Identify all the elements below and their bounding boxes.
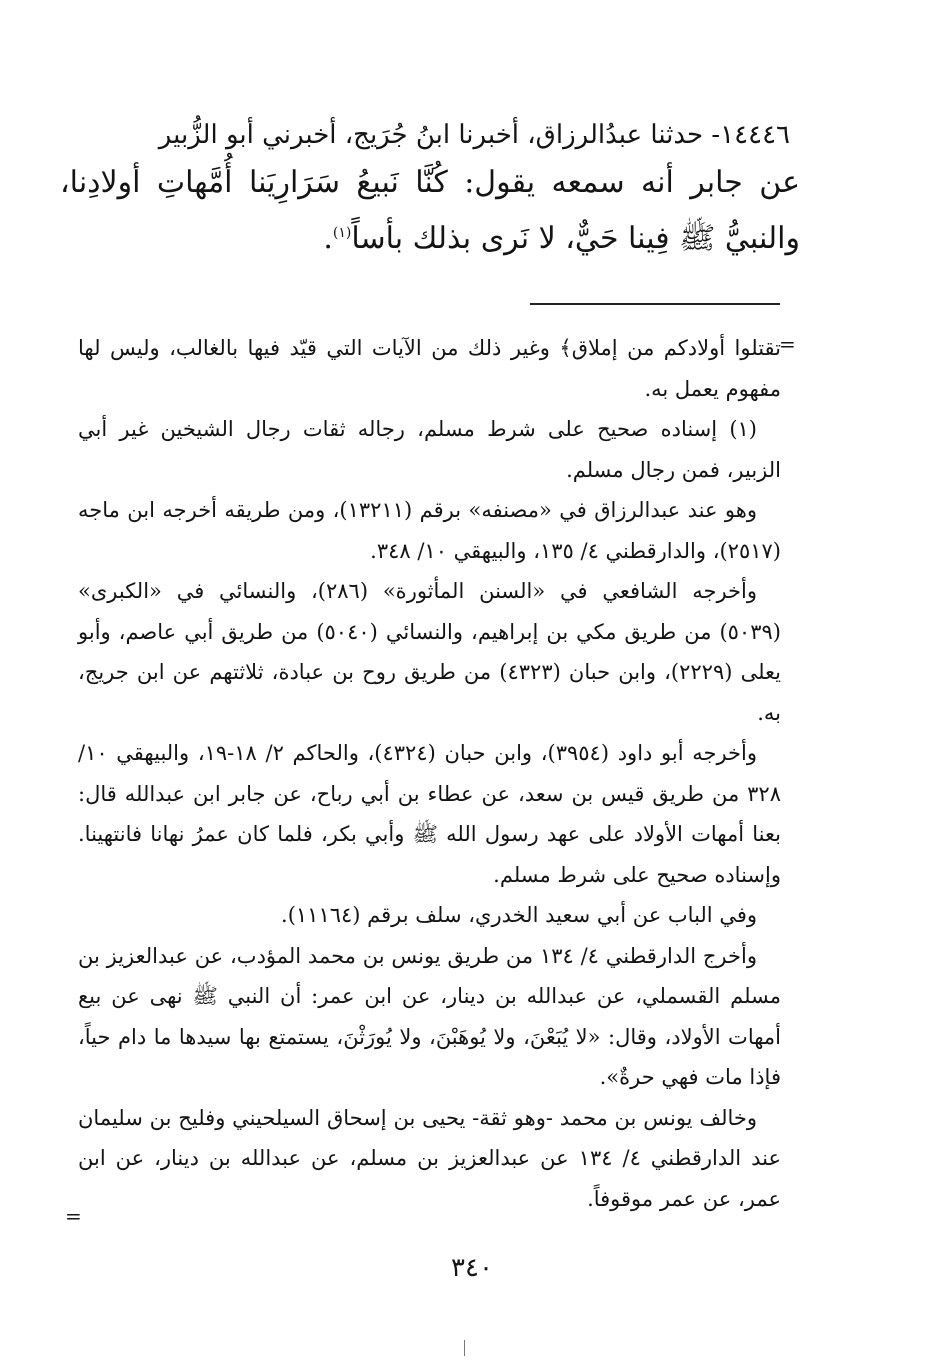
hadith-text	[60, 112, 800, 264]
footnote-paragraph: وخالف يونس بن محمد -وهو ثقة- يحيى بن إسحاق السيلحيني وفليح بن سليمان عند الدارقطني ٤/ ١٣٤ عن عبدالعزيز بن مسلم، عن عبدالله بن دينار، عن ابن عمر، عن عمر موقوفاً.	[78, 1105, 781, 1211]
footnotes	[78, 328, 781, 1219]
page-number: ٣٤٠	[451, 1253, 493, 1283]
scan-mark	[464, 1340, 465, 1356]
footnote-reference: (١)	[332, 225, 352, 241]
footnote-paragraph: تقتلوا أولادكم من إملاق﴾ وغير ذلك من الآيات التي قيّد فيها بالغالب، وليس لها مفهوم يعمل به.	[78, 336, 781, 401]
continuation-mark-bottom: =	[65, 1204, 82, 1228]
footnote-paragraph: (١) إسناده صحيح على شرط مسلم، رجاله ثقات رجال الشيخين غير أبي الزبير، فمن رجال مسلم.	[78, 417, 781, 482]
continuation-mark-top: =	[779, 332, 796, 356]
footnote-paragraph: وهو عند عبدالرزاق في «مصنفه» برقم (١٣٢١١)، ومن طريقه أخرجه ابن ماجه (٢٥١٧)، والدارقطني ٤/ ١٣٥، والبيهقي ١٠/ ٣٤٨.	[78, 498, 781, 563]
hadith-line-2: عن جابر أنه سمعه يقول: كُنَّا نَبيعُ سَرَارِيَنا أُمَّهاتِ أولادِنا،	[60, 165, 800, 200]
hadith-line-3: والنبيُّ ﷺ فِينا حَيٌّ، لا نَرى بذلك بأساً$^{(١)}$.	[323, 221, 800, 256]
footnote-paragraph: وأخرجه الشافعي في «السنن المأثورة» (٢٨٦)، والنسائي في «الكبرى» (٥٠٣٩) من طريق مكي بن إبراهيم، والنسائي (٥٠٤٠) من طريق أبي عاصم، وأبو يعلى (٢٢٢٩)، وابن حبان (٤٣٢٣) من طريق روح بن عبادة، ثلاثتهم عن ابن جريج، به.	[78, 579, 782, 725]
footnote-separator	[530, 303, 780, 305]
footnote-paragraph: وفي الباب عن أبي سعيد الخدري، سلف برقم (١١١٦٤).	[281, 903, 757, 927]
footnote-paragraph: وأخرج الدارقطني ٤/ ١٣٤ من طريق يونس بن محمد المؤدب، عن عبدالعزيز بن مسلم القسملي، عن عبدالله بن دينار، عن ابن عمر: أن النبي ﷺ نهى عن بيع أمهات الأولاد، وقال: «لا يُبَعْنَ، ولا يُوهَبْنَ، ولا يُورَثْنَ، يستمتع بها سيدها ما دام حياً، فإذا مات فهي حرةٌ».	[78, 943, 781, 1089]
hadith-line-1: ١٤٤٤٦- حدثنا عبدُالرزاق، أخبرنا ابنُ جُرَيج، أخبرني أبو الزُّبير	[158, 120, 790, 150]
hadith-line-3-text: والنبيُّ ﷺ فِينا حَيٌّ، لا نَرى بذلك بأساً	[351, 221, 800, 256]
footnote-paragraph: وأخرجه أبو داود (٣٩٥٤)، وابن حبان (٤٣٢٤)، والحاكم ٢/ ١٨-١٩، والبيهقي ١٠/ ٣٢٨ من طريق قيس بن سعد، عن عطاء بن أبي رباح، عن جابر ابن عبدالله قال: بعنا أمهات الأولاد على عهد رسول الله ﷺ وأبي بكر، فلما كان عمرُ نهانا فانتهينا. وإسناده صحيح على شرط مسلم.	[78, 741, 781, 887]
